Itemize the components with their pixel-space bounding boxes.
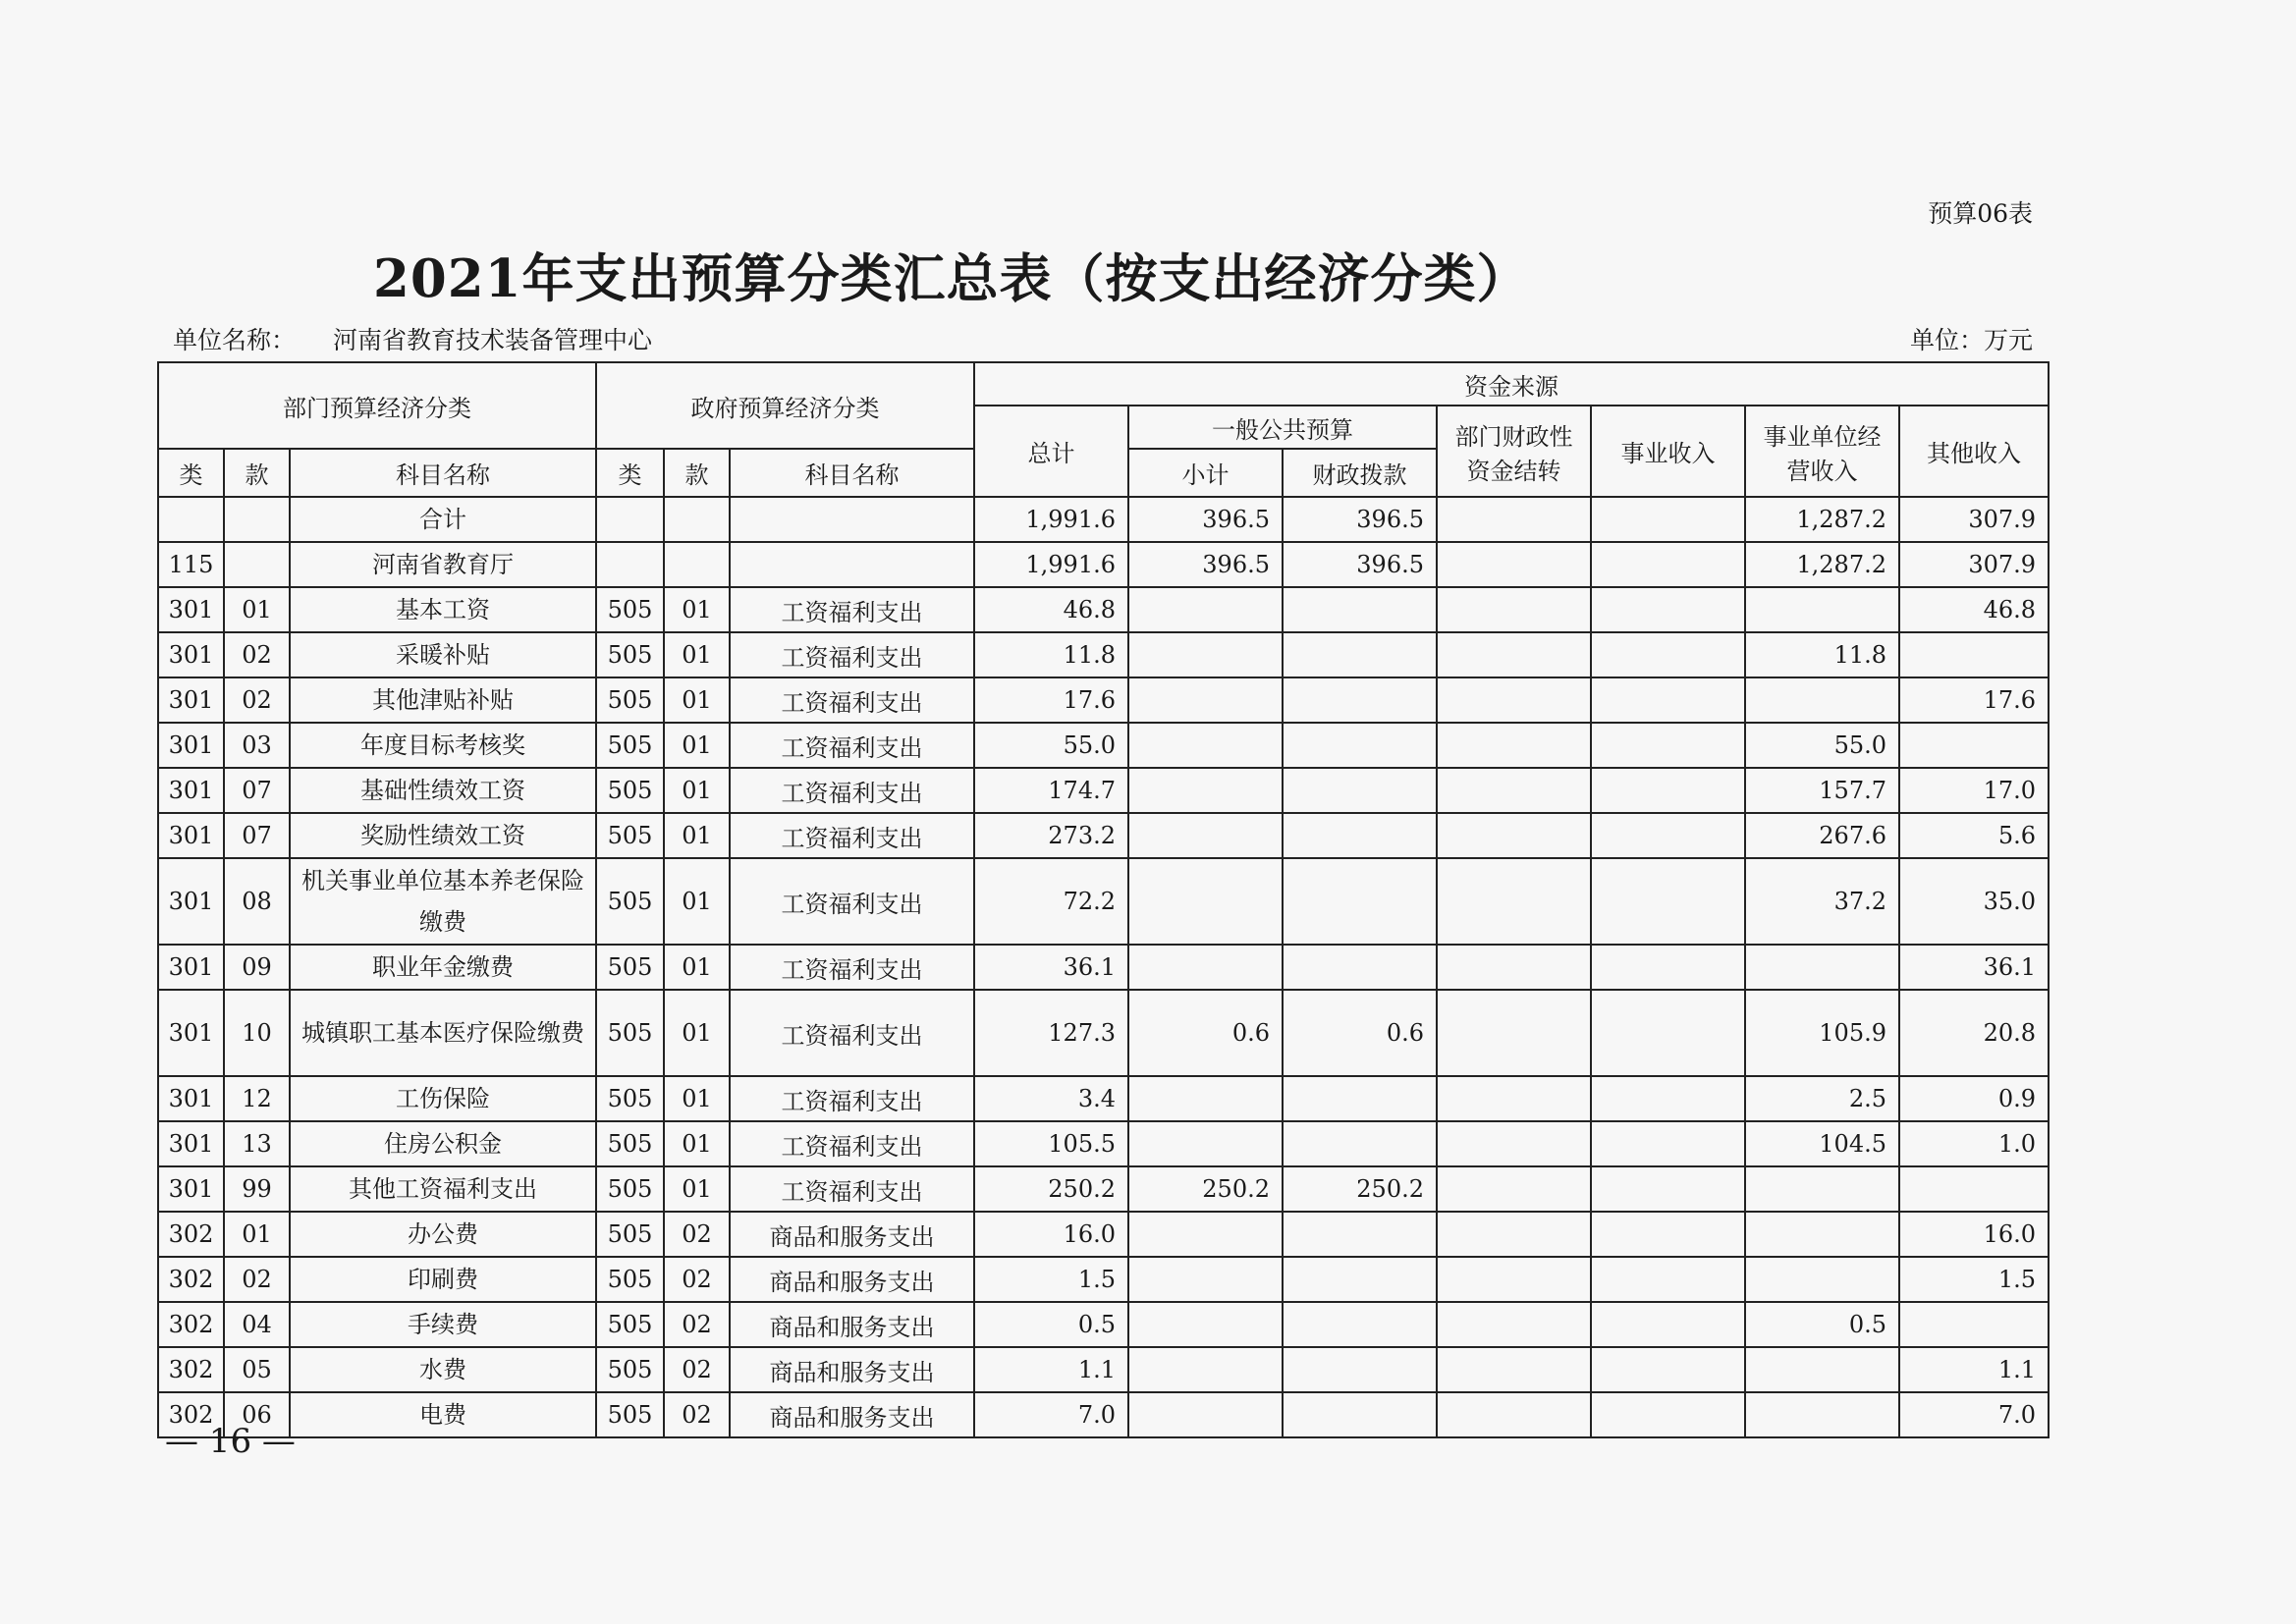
dept-lei: 302 — [158, 1212, 224, 1257]
total-cell: 1,991.6 — [974, 542, 1128, 587]
gov-kuan: 01 — [664, 858, 730, 945]
total-cell: 36.1 — [974, 945, 1128, 990]
gov-kuan: 01 — [664, 1166, 730, 1212]
other-income-cell: 307.9 — [1899, 497, 2049, 542]
fiscal-allocation-cell — [1283, 632, 1437, 677]
business-income-cell — [1591, 813, 1745, 858]
operating-income-cell: 37.2 — [1745, 858, 1899, 945]
dept-lei: 301 — [158, 858, 224, 945]
dept-kuan: 12 — [224, 1076, 290, 1121]
dept-subject-name: 基础性绩效工资 — [290, 768, 596, 813]
fiscal-allocation-cell — [1283, 723, 1437, 768]
table-row — [158, 1302, 2049, 1347]
dept-subject-name: 基本工资 — [290, 587, 596, 632]
gov-subject-name: 工资福利支出 — [730, 1166, 974, 1212]
document-title — [373, 238, 1748, 312]
dept-kuan: 02 — [224, 1257, 290, 1302]
header-gov-econ: 政府预算经济分类 — [596, 362, 974, 449]
gov-subject-name: 工资福利支出 — [730, 858, 974, 945]
dept-kuan: 01 — [224, 1212, 290, 1257]
fiscal-allocation-cell — [1283, 858, 1437, 945]
carryover-cell — [1437, 632, 1591, 677]
table-row — [158, 1166, 2049, 1212]
business-income-cell — [1591, 1076, 1745, 1121]
dept-kuan — [224, 542, 290, 587]
fiscal-allocation-cell — [1283, 587, 1437, 632]
other-income-cell: 36.1 — [1899, 945, 2049, 990]
dept-kuan: 05 — [224, 1347, 290, 1392]
gov-lei: 505 — [596, 768, 664, 813]
gov-subject-name: 商品和服务支出 — [730, 1212, 974, 1257]
other-income-cell: 1.5 — [1899, 1257, 2049, 1302]
table-body — [158, 497, 2049, 1437]
gov-subject-name: 工资福利支出 — [730, 813, 974, 858]
other-income-cell: 35.0 — [1899, 858, 2049, 945]
dept-lei: 301 — [158, 587, 224, 632]
header-fund-source: 资金来源 — [974, 362, 2049, 406]
operating-income-cell: 1,287.2 — [1745, 497, 1899, 542]
table-row — [158, 497, 2049, 542]
operating-income-cell: 2.5 — [1745, 1076, 1899, 1121]
title-text: 2021年支出预算分类汇总表（按支出经济分类） — [373, 248, 1530, 309]
other-income-cell — [1899, 1166, 2049, 1212]
other-income-cell — [1899, 1302, 2049, 1347]
total-cell: 174.7 — [974, 768, 1128, 813]
gov-lei: 505 — [596, 1347, 664, 1392]
fiscal-allocation-cell — [1283, 1392, 1437, 1437]
business-income-cell — [1591, 542, 1745, 587]
dept-lei: 301 — [158, 1166, 224, 1212]
dept-lei: 301 — [158, 632, 224, 677]
carryover-cell — [1437, 1302, 1591, 1347]
dept-subject-name: 合计 — [290, 497, 596, 542]
gov-kuan: 02 — [664, 1257, 730, 1302]
gov-lei: 505 — [596, 632, 664, 677]
form-number: 预算06表 — [1928, 199, 2033, 228]
page-number: — 16 — — [165, 1422, 296, 1461]
total-cell: 1,991.6 — [974, 497, 1128, 542]
gov-subject-name: 工资福利支出 — [730, 587, 974, 632]
gov-lei: 505 — [596, 1121, 664, 1166]
gov-subject-name: 商品和服务支出 — [730, 1347, 974, 1392]
dept-lei — [158, 497, 224, 542]
dept-kuan: 02 — [224, 677, 290, 723]
table-row — [158, 990, 2049, 1076]
dept-subject-name: 其他工资福利支出 — [290, 1166, 596, 1212]
gov-lei: 505 — [596, 945, 664, 990]
carryover-cell — [1437, 497, 1591, 542]
gov-kuan: 01 — [664, 677, 730, 723]
operating-income-cell: 11.8 — [1745, 632, 1899, 677]
dept-lei: 301 — [158, 990, 224, 1076]
dept-kuan: 04 — [224, 1302, 290, 1347]
gov-lei: 505 — [596, 677, 664, 723]
gov-kuan: 01 — [664, 990, 730, 1076]
operating-income-cell — [1745, 1347, 1899, 1392]
carryover-cell — [1437, 677, 1591, 723]
business-income-cell — [1591, 1121, 1745, 1166]
header-gov-lei: 类 — [596, 449, 664, 497]
operating-income-cell: 105.9 — [1745, 990, 1899, 1076]
operating-income-cell: 104.5 — [1745, 1121, 1899, 1166]
total-cell: 3.4 — [974, 1076, 1128, 1121]
total-cell: 55.0 — [974, 723, 1128, 768]
carryover-cell — [1437, 858, 1591, 945]
fiscal-allocation-cell: 396.5 — [1283, 542, 1437, 587]
unit-name-value: 河南省教育技术装备管理中心 — [333, 326, 653, 354]
dept-kuan: 08 — [224, 858, 290, 945]
table-row — [158, 677, 2049, 723]
dept-subject-name: 年度目标考核奖 — [290, 723, 596, 768]
gov-lei: 505 — [596, 587, 664, 632]
header-dept-lei: 类 — [158, 449, 224, 497]
operating-income-cell — [1745, 1257, 1899, 1302]
gov-kuan: 01 — [664, 587, 730, 632]
operating-income-cell: 157.7 — [1745, 768, 1899, 813]
dept-subject-name: 采暖补贴 — [290, 632, 596, 677]
gov-kuan: 01 — [664, 813, 730, 858]
header-operating-income: 事业单位经营收入 — [1745, 406, 1899, 497]
fiscal-allocation-cell: 396.5 — [1283, 497, 1437, 542]
subtotal-cell — [1128, 632, 1283, 677]
dept-kuan: 09 — [224, 945, 290, 990]
carryover-cell — [1437, 1257, 1591, 1302]
carryover-cell — [1437, 945, 1591, 990]
dept-subject-name: 城镇职工基本医疗保险缴费 — [290, 990, 596, 1076]
operating-income-cell — [1745, 945, 1899, 990]
gov-lei — [596, 542, 664, 587]
dept-subject-name: 其他津贴补贴 — [290, 677, 596, 723]
dept-lei: 302 — [158, 1392, 224, 1437]
subtotal-cell — [1128, 587, 1283, 632]
fiscal-allocation-cell: 0.6 — [1283, 990, 1437, 1076]
gov-lei: 505 — [596, 1076, 664, 1121]
business-income-cell — [1591, 1257, 1745, 1302]
header-dept-kuan: 款 — [224, 449, 290, 497]
gov-subject-name: 工资福利支出 — [730, 768, 974, 813]
dept-kuan: 06 — [224, 1392, 290, 1437]
other-income-cell: 17.0 — [1899, 768, 2049, 813]
subtotal-cell — [1128, 1302, 1283, 1347]
operating-income-cell: 0.5 — [1745, 1302, 1899, 1347]
business-income-cell — [1591, 1347, 1745, 1392]
gov-subject-name: 商品和服务支出 — [730, 1302, 974, 1347]
total-cell: 72.2 — [974, 858, 1128, 945]
subtotal-cell — [1128, 1076, 1283, 1121]
carryover-cell — [1437, 1347, 1591, 1392]
header-fiscal-allocation: 财政拨款 — [1283, 449, 1437, 497]
carryover-cell — [1437, 1121, 1591, 1166]
gov-subject-name: 商品和服务支出 — [730, 1257, 974, 1302]
table-row — [158, 768, 2049, 813]
unit-name-label: 单位名称： — [173, 326, 297, 354]
dept-kuan: 10 — [224, 990, 290, 1076]
business-income-cell — [1591, 768, 1745, 813]
dept-subject-name: 办公费 — [290, 1212, 596, 1257]
fiscal-allocation-cell — [1283, 768, 1437, 813]
gov-lei: 505 — [596, 858, 664, 945]
total-cell: 7.0 — [974, 1392, 1128, 1437]
total-cell: 11.8 — [974, 632, 1128, 677]
dept-lei: 302 — [158, 1257, 224, 1302]
carryover-cell — [1437, 542, 1591, 587]
fiscal-allocation-cell — [1283, 813, 1437, 858]
gov-subject-name: 工资福利支出 — [730, 990, 974, 1076]
operating-income-cell — [1745, 587, 1899, 632]
dept-kuan: 01 — [224, 587, 290, 632]
dept-subject-name: 水费 — [290, 1347, 596, 1392]
other-income-cell: 16.0 — [1899, 1212, 2049, 1257]
dept-lei: 301 — [158, 945, 224, 990]
business-income-cell — [1591, 632, 1745, 677]
table-row — [158, 1212, 2049, 1257]
carryover-cell — [1437, 990, 1591, 1076]
subtotal-cell: 396.5 — [1128, 542, 1283, 587]
table-row — [158, 587, 2049, 632]
header-general-budget: 一般公共预算 — [1128, 406, 1437, 449]
carryover-cell — [1437, 768, 1591, 813]
dept-lei: 301 — [158, 813, 224, 858]
gov-subject-name — [730, 497, 974, 542]
business-income-cell — [1591, 1302, 1745, 1347]
operating-income-cell — [1745, 677, 1899, 723]
gov-kuan: 01 — [664, 768, 730, 813]
dept-lei: 301 — [158, 1076, 224, 1121]
other-income-cell: 17.6 — [1899, 677, 2049, 723]
business-income-cell — [1591, 1392, 1745, 1437]
table-row — [158, 1347, 2049, 1392]
subtotal-cell — [1128, 1121, 1283, 1166]
table-row — [158, 1121, 2049, 1166]
unit-label: 单位：万元 — [1909, 326, 2033, 354]
total-cell: 0.5 — [974, 1302, 1128, 1347]
other-income-cell: 307.9 — [1899, 542, 2049, 587]
total-cell: 1.5 — [974, 1257, 1128, 1302]
total-cell: 105.5 — [974, 1121, 1128, 1166]
gov-subject-name: 工资福利支出 — [730, 632, 974, 677]
total-cell: 17.6 — [974, 677, 1128, 723]
header-dept-econ: 部门预算经济分类 — [158, 362, 596, 449]
business-income-cell — [1591, 587, 1745, 632]
fiscal-allocation-cell — [1283, 1302, 1437, 1347]
subtotal-cell — [1128, 768, 1283, 813]
business-income-cell — [1591, 1166, 1745, 1212]
total-cell: 127.3 — [974, 990, 1128, 1076]
header-dept-fiscal-carryover: 部门财政性资金结转 — [1437, 406, 1591, 497]
fiscal-allocation-cell — [1283, 1076, 1437, 1121]
total-cell: 1.1 — [974, 1347, 1128, 1392]
gov-subject-name: 工资福利支出 — [730, 1076, 974, 1121]
dept-subject-name: 印刷费 — [290, 1257, 596, 1302]
dept-subject-name: 住房公积金 — [290, 1121, 596, 1166]
other-income-cell: 5.6 — [1899, 813, 2049, 858]
gov-kuan: 02 — [664, 1347, 730, 1392]
gov-kuan: 02 — [664, 1212, 730, 1257]
dept-subject-name: 手续费 — [290, 1302, 596, 1347]
dept-lei: 301 — [158, 768, 224, 813]
other-income-cell: 7.0 — [1899, 1392, 2049, 1437]
subtotal-cell: 396.5 — [1128, 497, 1283, 542]
table-row — [158, 542, 2049, 587]
operating-income-cell — [1745, 1392, 1899, 1437]
dept-lei: 115 — [158, 542, 224, 587]
header-total: 总计 — [974, 406, 1128, 497]
dept-subject-name: 奖励性绩效工资 — [290, 813, 596, 858]
gov-lei: 505 — [596, 990, 664, 1076]
table-row — [158, 723, 2049, 768]
gov-subject-name: 工资福利支出 — [730, 677, 974, 723]
fiscal-allocation-cell — [1283, 677, 1437, 723]
other-income-cell — [1899, 723, 2049, 768]
table-row — [158, 1392, 2049, 1437]
dept-kuan: 02 — [224, 632, 290, 677]
gov-lei: 505 — [596, 723, 664, 768]
other-income-cell: 46.8 — [1899, 587, 2049, 632]
table-row — [158, 813, 2049, 858]
header-subtotal: 小计 — [1128, 449, 1283, 497]
dept-lei: 302 — [158, 1302, 224, 1347]
fiscal-allocation-cell — [1283, 1257, 1437, 1302]
table-row — [158, 1076, 2049, 1121]
other-income-cell: 1.0 — [1899, 1121, 2049, 1166]
fiscal-allocation-cell: 250.2 — [1283, 1166, 1437, 1212]
carryover-cell — [1437, 723, 1591, 768]
dept-kuan: 13 — [224, 1121, 290, 1166]
carryover-cell — [1437, 1166, 1591, 1212]
other-income-cell: 20.8 — [1899, 990, 2049, 1076]
subtotal-cell — [1128, 1392, 1283, 1437]
gov-lei: 505 — [596, 813, 664, 858]
dept-subject-name: 河南省教育厅 — [290, 542, 596, 587]
subtotal-cell — [1128, 945, 1283, 990]
carryover-cell — [1437, 1392, 1591, 1437]
dept-subject-name: 机关事业单位基本养老保险缴费 — [290, 858, 596, 945]
subtotal-cell: 250.2 — [1128, 1166, 1283, 1212]
table-row — [158, 945, 2049, 990]
budget-table — [157, 361, 2050, 1438]
business-income-cell — [1591, 990, 1745, 1076]
carryover-cell — [1437, 1212, 1591, 1257]
gov-subject-name: 工资福利支出 — [730, 945, 974, 990]
total-cell: 250.2 — [974, 1166, 1128, 1212]
gov-kuan: 02 — [664, 1302, 730, 1347]
total-cell: 46.8 — [974, 587, 1128, 632]
other-income-cell — [1899, 632, 2049, 677]
table-row — [158, 632, 2049, 677]
gov-kuan: 01 — [664, 945, 730, 990]
gov-subject-name: 工资福利支出 — [730, 1121, 974, 1166]
operating-income-cell: 267.6 — [1745, 813, 1899, 858]
fiscal-allocation-cell — [1283, 1212, 1437, 1257]
other-income-cell: 1.1 — [1899, 1347, 2049, 1392]
dept-subject-name: 职业年金缴费 — [290, 945, 596, 990]
subtotal-cell — [1128, 1347, 1283, 1392]
header-gov-subject-name: 科目名称 — [730, 449, 974, 497]
gov-kuan: 01 — [664, 1076, 730, 1121]
subtotal-cell — [1128, 723, 1283, 768]
carryover-cell — [1437, 1076, 1591, 1121]
operating-income-cell — [1745, 1212, 1899, 1257]
gov-subject-name — [730, 542, 974, 587]
subtotal-cell — [1128, 1212, 1283, 1257]
total-cell: 273.2 — [974, 813, 1128, 858]
dept-kuan: 03 — [224, 723, 290, 768]
business-income-cell — [1591, 497, 1745, 542]
business-income-cell — [1591, 858, 1745, 945]
gov-kuan: 01 — [664, 632, 730, 677]
header-dept-subject-name: 科目名称 — [290, 449, 596, 497]
subtotal-cell — [1128, 858, 1283, 945]
table-row — [158, 1257, 2049, 1302]
gov-lei: 505 — [596, 1392, 664, 1437]
gov-kuan: 01 — [664, 1121, 730, 1166]
carryover-cell — [1437, 813, 1591, 858]
subtotal-cell — [1128, 813, 1283, 858]
header-gov-kuan: 款 — [664, 449, 730, 497]
header-other-income: 其他收入 — [1899, 406, 2049, 497]
gov-kuan: 02 — [664, 1392, 730, 1437]
gov-lei: 505 — [596, 1257, 664, 1302]
gov-kuan: 01 — [664, 723, 730, 768]
dept-kuan: 07 — [224, 813, 290, 858]
total-cell: 16.0 — [974, 1212, 1128, 1257]
fiscal-allocation-cell — [1283, 1347, 1437, 1392]
operating-income-cell: 55.0 — [1745, 723, 1899, 768]
unit-name-line — [173, 321, 652, 356]
gov-lei — [596, 497, 664, 542]
subtotal-cell — [1128, 1257, 1283, 1302]
dept-kuan: 07 — [224, 768, 290, 813]
gov-subject-name: 商品和服务支出 — [730, 1392, 974, 1437]
subtotal-cell: 0.6 — [1128, 990, 1283, 1076]
dept-lei: 301 — [158, 723, 224, 768]
dept-subject-name: 电费 — [290, 1392, 596, 1437]
dept-kuan — [224, 497, 290, 542]
operating-income-cell: 1,287.2 — [1745, 542, 1899, 587]
gov-kuan — [664, 542, 730, 587]
gov-kuan — [664, 497, 730, 542]
table-header — [158, 362, 2049, 497]
other-income-cell: 0.9 — [1899, 1076, 2049, 1121]
subtotal-cell — [1128, 677, 1283, 723]
business-income-cell — [1591, 945, 1745, 990]
dept-lei: 301 — [158, 677, 224, 723]
dept-lei: 301 — [158, 1121, 224, 1166]
gov-lei: 505 — [596, 1166, 664, 1212]
dept-subject-name: 工伤保险 — [290, 1076, 596, 1121]
dept-lei: 302 — [158, 1347, 224, 1392]
dept-kuan: 99 — [224, 1166, 290, 1212]
business-income-cell — [1591, 1212, 1745, 1257]
operating-income-cell — [1745, 1166, 1899, 1212]
business-income-cell — [1591, 723, 1745, 768]
header-business-income: 事业收入 — [1591, 406, 1745, 497]
gov-lei: 505 — [596, 1302, 664, 1347]
business-income-cell — [1591, 677, 1745, 723]
fiscal-allocation-cell — [1283, 1121, 1437, 1166]
gov-subject-name: 工资福利支出 — [730, 723, 974, 768]
gov-lei: 505 — [596, 1212, 664, 1257]
carryover-cell — [1437, 587, 1591, 632]
fiscal-allocation-cell — [1283, 945, 1437, 990]
table-row — [158, 858, 2049, 945]
